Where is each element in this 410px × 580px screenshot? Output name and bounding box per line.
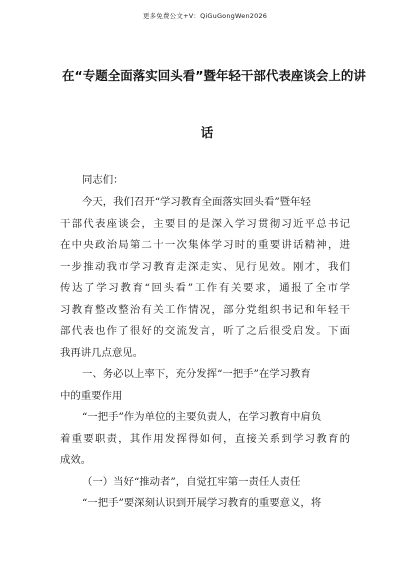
paragraph-line: “一把手”要深刻认识到开展学习教育的重要意义，将 [82, 497, 322, 509]
paragraph-line: 一步推动我市学习教育走深走实、见行见效。刚才，我们 [60, 260, 350, 273]
section-heading-line: 中的重要作用 [60, 389, 123, 402]
paragraph-line: 传达了学习教育“回头看”工作有关要求，通报了全市学 [60, 282, 350, 294]
paragraph-line: 习教育整改整治有关工作情况，部分党组织书记和年轻干 [60, 303, 350, 316]
paragraph-line: 部代表也作了很好的交流发言，听了之后很受启发。下面 [60, 325, 350, 337]
document-title-line-2: 话 [200, 125, 214, 140]
paragraph-line: 在中央政治局第二十一次集体学习时的重要讲话精神，进 [60, 239, 350, 251]
paragraph-line: 我再讲几点意见。 [60, 346, 144, 359]
paragraph-line: 着重要职责，其作用发挥得如何，直接关系到学习教育的 [60, 432, 350, 445]
subsection-heading-line: （一）当好“推动者”，自觉扛牢第一责任人责任 [82, 475, 301, 488]
paragraph-line: 成效。 [60, 454, 92, 466]
paragraph-line: 今天，我们召开“学习教育全面落实回头看”暨年轻 [82, 196, 311, 208]
section-heading-line: 一、务必以上率下，充分发挥“一把手”在学习教育 [82, 368, 311, 380]
document-title-line-1: 在“专题全面落实回头看”暨年轻干部代表座谈会上的讲 [62, 68, 366, 83]
body-text [60, 192, 350, 515]
salutation: 同志们： [82, 174, 124, 186]
paragraph-line: “一把手”作为单位的主要负责人，在学习教育中肩负 [82, 411, 322, 423]
header-note: 更多免费公文+V：QiGuGongWen2026 [142, 12, 268, 20]
paragraph-line: 干部代表座谈会，主要目的是深入学习贯彻习近平总书记 [60, 217, 350, 230]
